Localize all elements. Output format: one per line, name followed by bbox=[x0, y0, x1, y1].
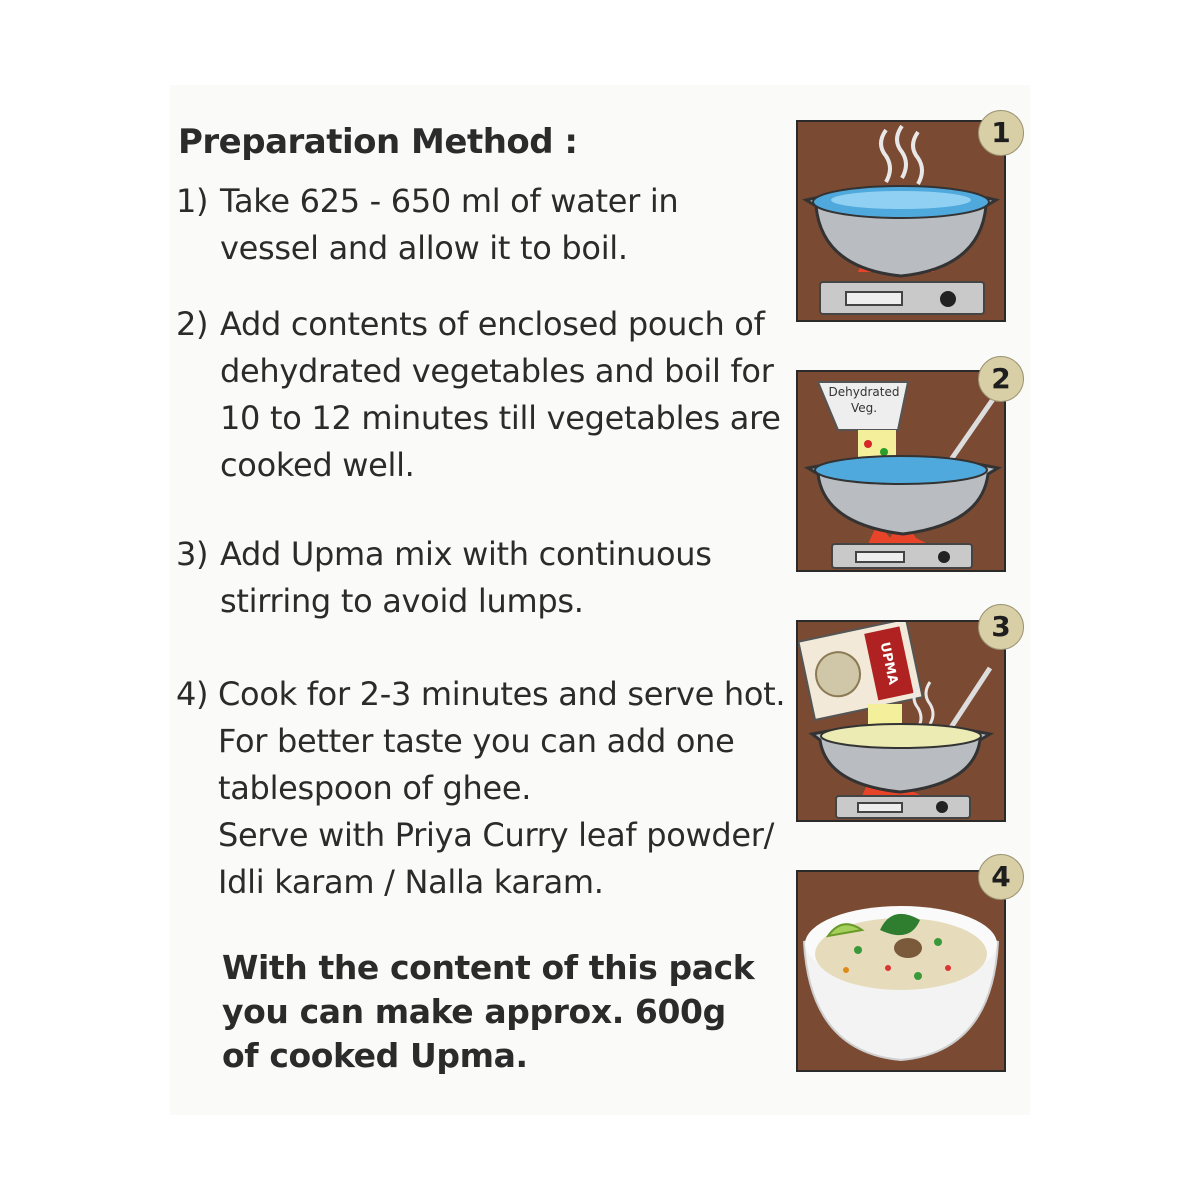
step-text-line: For better taste you can add one bbox=[218, 722, 735, 760]
step-3-badge: 3 bbox=[978, 604, 1024, 650]
boiling-water-pot-icon bbox=[798, 122, 1004, 320]
step-text-line: dehydrated vegetables and boil for bbox=[220, 352, 774, 390]
step-text-line: Idli karam / Nalla karam. bbox=[218, 863, 604, 901]
step-1-illustration bbox=[796, 120, 1006, 322]
step-number: 3) bbox=[176, 535, 209, 573]
step-4 bbox=[176, 671, 785, 906]
step-2-badge: 2 bbox=[978, 356, 1024, 402]
step-number: 4) bbox=[176, 675, 209, 713]
step-1 bbox=[176, 178, 678, 272]
step-text-line: stirring to avoid lumps. bbox=[220, 582, 584, 620]
step-number: 1) bbox=[176, 182, 209, 220]
step-text-line: Serve with Priya Curry leaf powder/ bbox=[218, 816, 775, 854]
adding-upma-mix-icon bbox=[798, 622, 1004, 820]
step-text-line: tablespoon of ghee. bbox=[218, 769, 532, 807]
step-text-line: Add contents of enclosed pouch of bbox=[220, 305, 765, 343]
pouch-label: Veg. bbox=[850, 401, 878, 415]
step-4-badge: 4 bbox=[978, 854, 1024, 900]
step-text-line: Add Upma mix with continuous bbox=[220, 535, 712, 573]
step-3-illustration bbox=[796, 620, 1006, 822]
yield-note-line: of cooked Upma. bbox=[222, 1036, 528, 1075]
step-text-line: Cook for 2-3 minutes and serve hot. bbox=[218, 675, 786, 713]
yield-note bbox=[222, 946, 754, 1078]
step-2 bbox=[176, 301, 781, 489]
step-text-line: cooked well. bbox=[220, 446, 415, 484]
page-title: Preparation Method : bbox=[178, 122, 578, 162]
pack-label: UPMA bbox=[876, 640, 901, 687]
step-2-illustration bbox=[796, 370, 1006, 572]
yield-note-line: With the content of this pack bbox=[222, 948, 755, 987]
adding-vegetables-icon bbox=[798, 372, 1004, 570]
yield-note-line: you can make approx. 600g bbox=[222, 992, 726, 1031]
pouch-label: Dehydrated bbox=[828, 385, 900, 399]
step-text-line: Take 625 - 650 ml of water in bbox=[220, 182, 679, 220]
step-4-illustration bbox=[796, 870, 1006, 1072]
step-3 bbox=[176, 531, 712, 625]
cooked-upma-bowl-icon bbox=[798, 872, 1004, 1070]
step-text-line: 10 to 12 minutes till vegetables are bbox=[220, 399, 781, 437]
step-text-line: vessel and allow it to boil. bbox=[220, 229, 628, 267]
step-number: 2) bbox=[176, 305, 209, 343]
step-1-badge: 1 bbox=[978, 110, 1024, 156]
